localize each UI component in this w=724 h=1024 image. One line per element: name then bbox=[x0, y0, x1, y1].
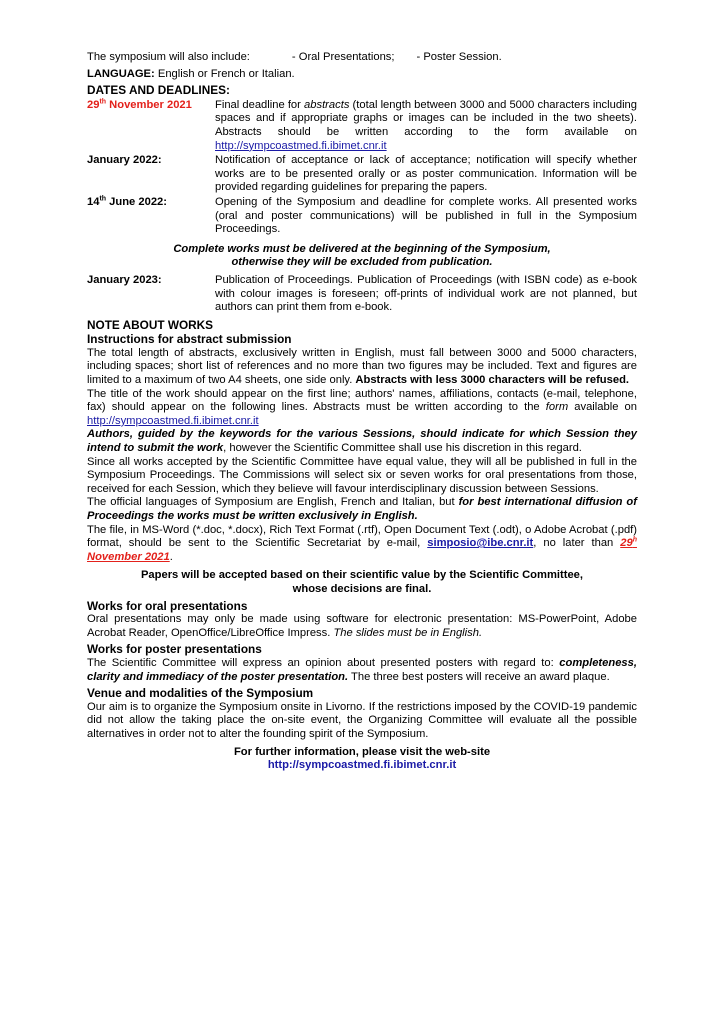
dates-heading: DATES AND DEADLINES: bbox=[87, 83, 230, 98]
complete-works-warning: Complete works must be delivered at the beginning of the Symposium, otherwise they will be excluded from publication. bbox=[173, 242, 551, 269]
accepted-works-paragraph: Since all works accepted by the Scientific Committee have equal value, they will all be published in full in the Symposium Proceedings. The Commissions will select six or seven works for oral presentations from those, received for each Session, which they believe will favour interdisciplinary discussion between Sessions. bbox=[87, 455, 637, 495]
deadline-row-publication bbox=[87, 274, 637, 315]
venue-heading: Venue and modalities of the Symposium bbox=[87, 686, 314, 701]
abstract-length-paragraph: The total length of abstracts, exclusively written in English, must fall between 3000 and 5000 characters, including spaces; short list of references and no more than two figures may be included. Text and figures are limited to a maximum of two A4 sheets, one side only. Abstracts with less 3000 characters will be refused. bbox=[87, 346, 637, 387]
submission-deadline: 29$^h$ November 2021 bbox=[87, 536, 637, 563]
language-line bbox=[87, 68, 637, 82]
file-format-paragraph: The file, in MS-Word (*.doc, *.docx), Rich Text Format (.rtf), Open Document Text (.odt), o Adobe Acrobat (.pdf) format, should be sent to the Scientific Secretariat by e-mail, simposio@ibe.cnr.it, no later than 29$^h$ November 2021. bbox=[87, 523, 637, 563]
language-text: English or French or Italian. bbox=[154, 67, 295, 80]
footer-info bbox=[87, 746, 637, 773]
email-link[interactable]: simposio@ibe.cnr.it bbox=[427, 537, 534, 550]
deadline-date-publication: January 2023: bbox=[87, 273, 162, 286]
venue-paragraph: Our aim is to organize the Symposium onsite in Livorno. If the restrictions imposed by the COVID-19 pandemic did not allow the taking place the on-site event, the Organizing Committee will evaluate all the possible alternatives in order not to alter the founding spirit of the Symposium. bbox=[87, 700, 637, 740]
footer-link[interactable]: http://sympcoastmed.fi.ibimet.cnr.it bbox=[267, 759, 457, 772]
includes-poster: - Poster Session. bbox=[416, 51, 502, 63]
deadline-row-abstracts bbox=[87, 99, 637, 153]
includes-oral: - Oral Presentations; bbox=[291, 51, 395, 63]
languages-paragraph: The official languages of Symposium are English, French and Italian, but for best international diffusion of Proceedings the works must be written exclusively in English. bbox=[87, 496, 637, 522]
deadline-text-opening: Opening of the Symposium and deadline for complete works. All presented works (oral and poster communications) will be published in full in the Symposium Proceedings. bbox=[215, 195, 637, 236]
deadline-text-publication: Publication of Proceedings. Publication of Proceedings (with ISBN code) as e-book with colour images is foreseen; off-prints of individual work are not planned, but authors can print them from e-book. bbox=[215, 273, 637, 314]
website-link-1[interactable]: http://sympcoastmed.fi.ibimet.cnr.it bbox=[215, 139, 387, 152]
symposium-includes-line bbox=[87, 51, 637, 65]
deadline-date-notification: January 2022: bbox=[87, 154, 162, 167]
deadline-text-abstracts: Final deadline for abstracts (total length between 3000 and 5000 characters including spaces and if appropriate graphs or images can be included in the two sheets). Abstracts should be written according to the form available on http://sympcoastmed.fi.ibimet.cnr.it bbox=[215, 98, 637, 152]
session-keywords-paragraph: Authors, guided by the keywords for the various Sessions, should indicate for which Session they intend to submit the work, however the Scientific Committee shall use his discretion in this regard. bbox=[87, 428, 637, 455]
deadline-date-opening: 14th June 2022: bbox=[87, 195, 168, 208]
works-heading: NOTE ABOUT WORKS bbox=[87, 317, 214, 332]
poster-heading: Works for poster presentations bbox=[87, 642, 262, 657]
acceptance-notice: Papers will be accepted based on their scientific value by the Scientific Committee, whose decisions are final. bbox=[140, 569, 584, 595]
document-page bbox=[87, 51, 637, 773]
deadline-date-abstracts: 29th November 2021 bbox=[87, 98, 192, 111]
abstract-title-paragraph: The title of the work should appear on the first line; authors' names, affiliations, contacts (e-mail, telephone, fax) should appear on the following lines. Abstracts must be written according to the form available on http://sympcoastmed.fi.ibimet.cnr.it bbox=[87, 387, 637, 427]
oral-paragraph: Oral presentations may only be made using software for electronic presentation: MS-PowerPoint, Adobe Acrobat Reader, OpenOffice/LibreOffice Impress. The slides must be in English. bbox=[87, 613, 637, 639]
oral-heading: Works for oral presentations bbox=[87, 598, 248, 613]
includes-lead: The symposium will also include: bbox=[87, 51, 250, 63]
language-label: LANGUAGE: bbox=[87, 67, 155, 80]
deadline-row-opening bbox=[87, 196, 637, 237]
website-link-2[interactable]: http://sympcoastmed.fi.ibimet.cnr.it bbox=[87, 414, 259, 427]
poster-paragraph: The Scientific Committee will express an opinion about presented posters with regard to: completeness, clarity and immediacy of the poster presentation. The three best posters will receive an award plaque. bbox=[87, 656, 637, 683]
abstract-instructions-heading: Instructions for abstract submission bbox=[87, 332, 292, 347]
deadline-row-notification bbox=[87, 154, 637, 195]
footer-text: For further information, please visit the web-site bbox=[233, 745, 491, 758]
deadline-text-notification: Notification of acceptance or lack of acceptance; notification will specify whether works are to be presented orally or as poster communication. Information will be provided regarding guidelines for preparing the papers. bbox=[215, 154, 637, 194]
